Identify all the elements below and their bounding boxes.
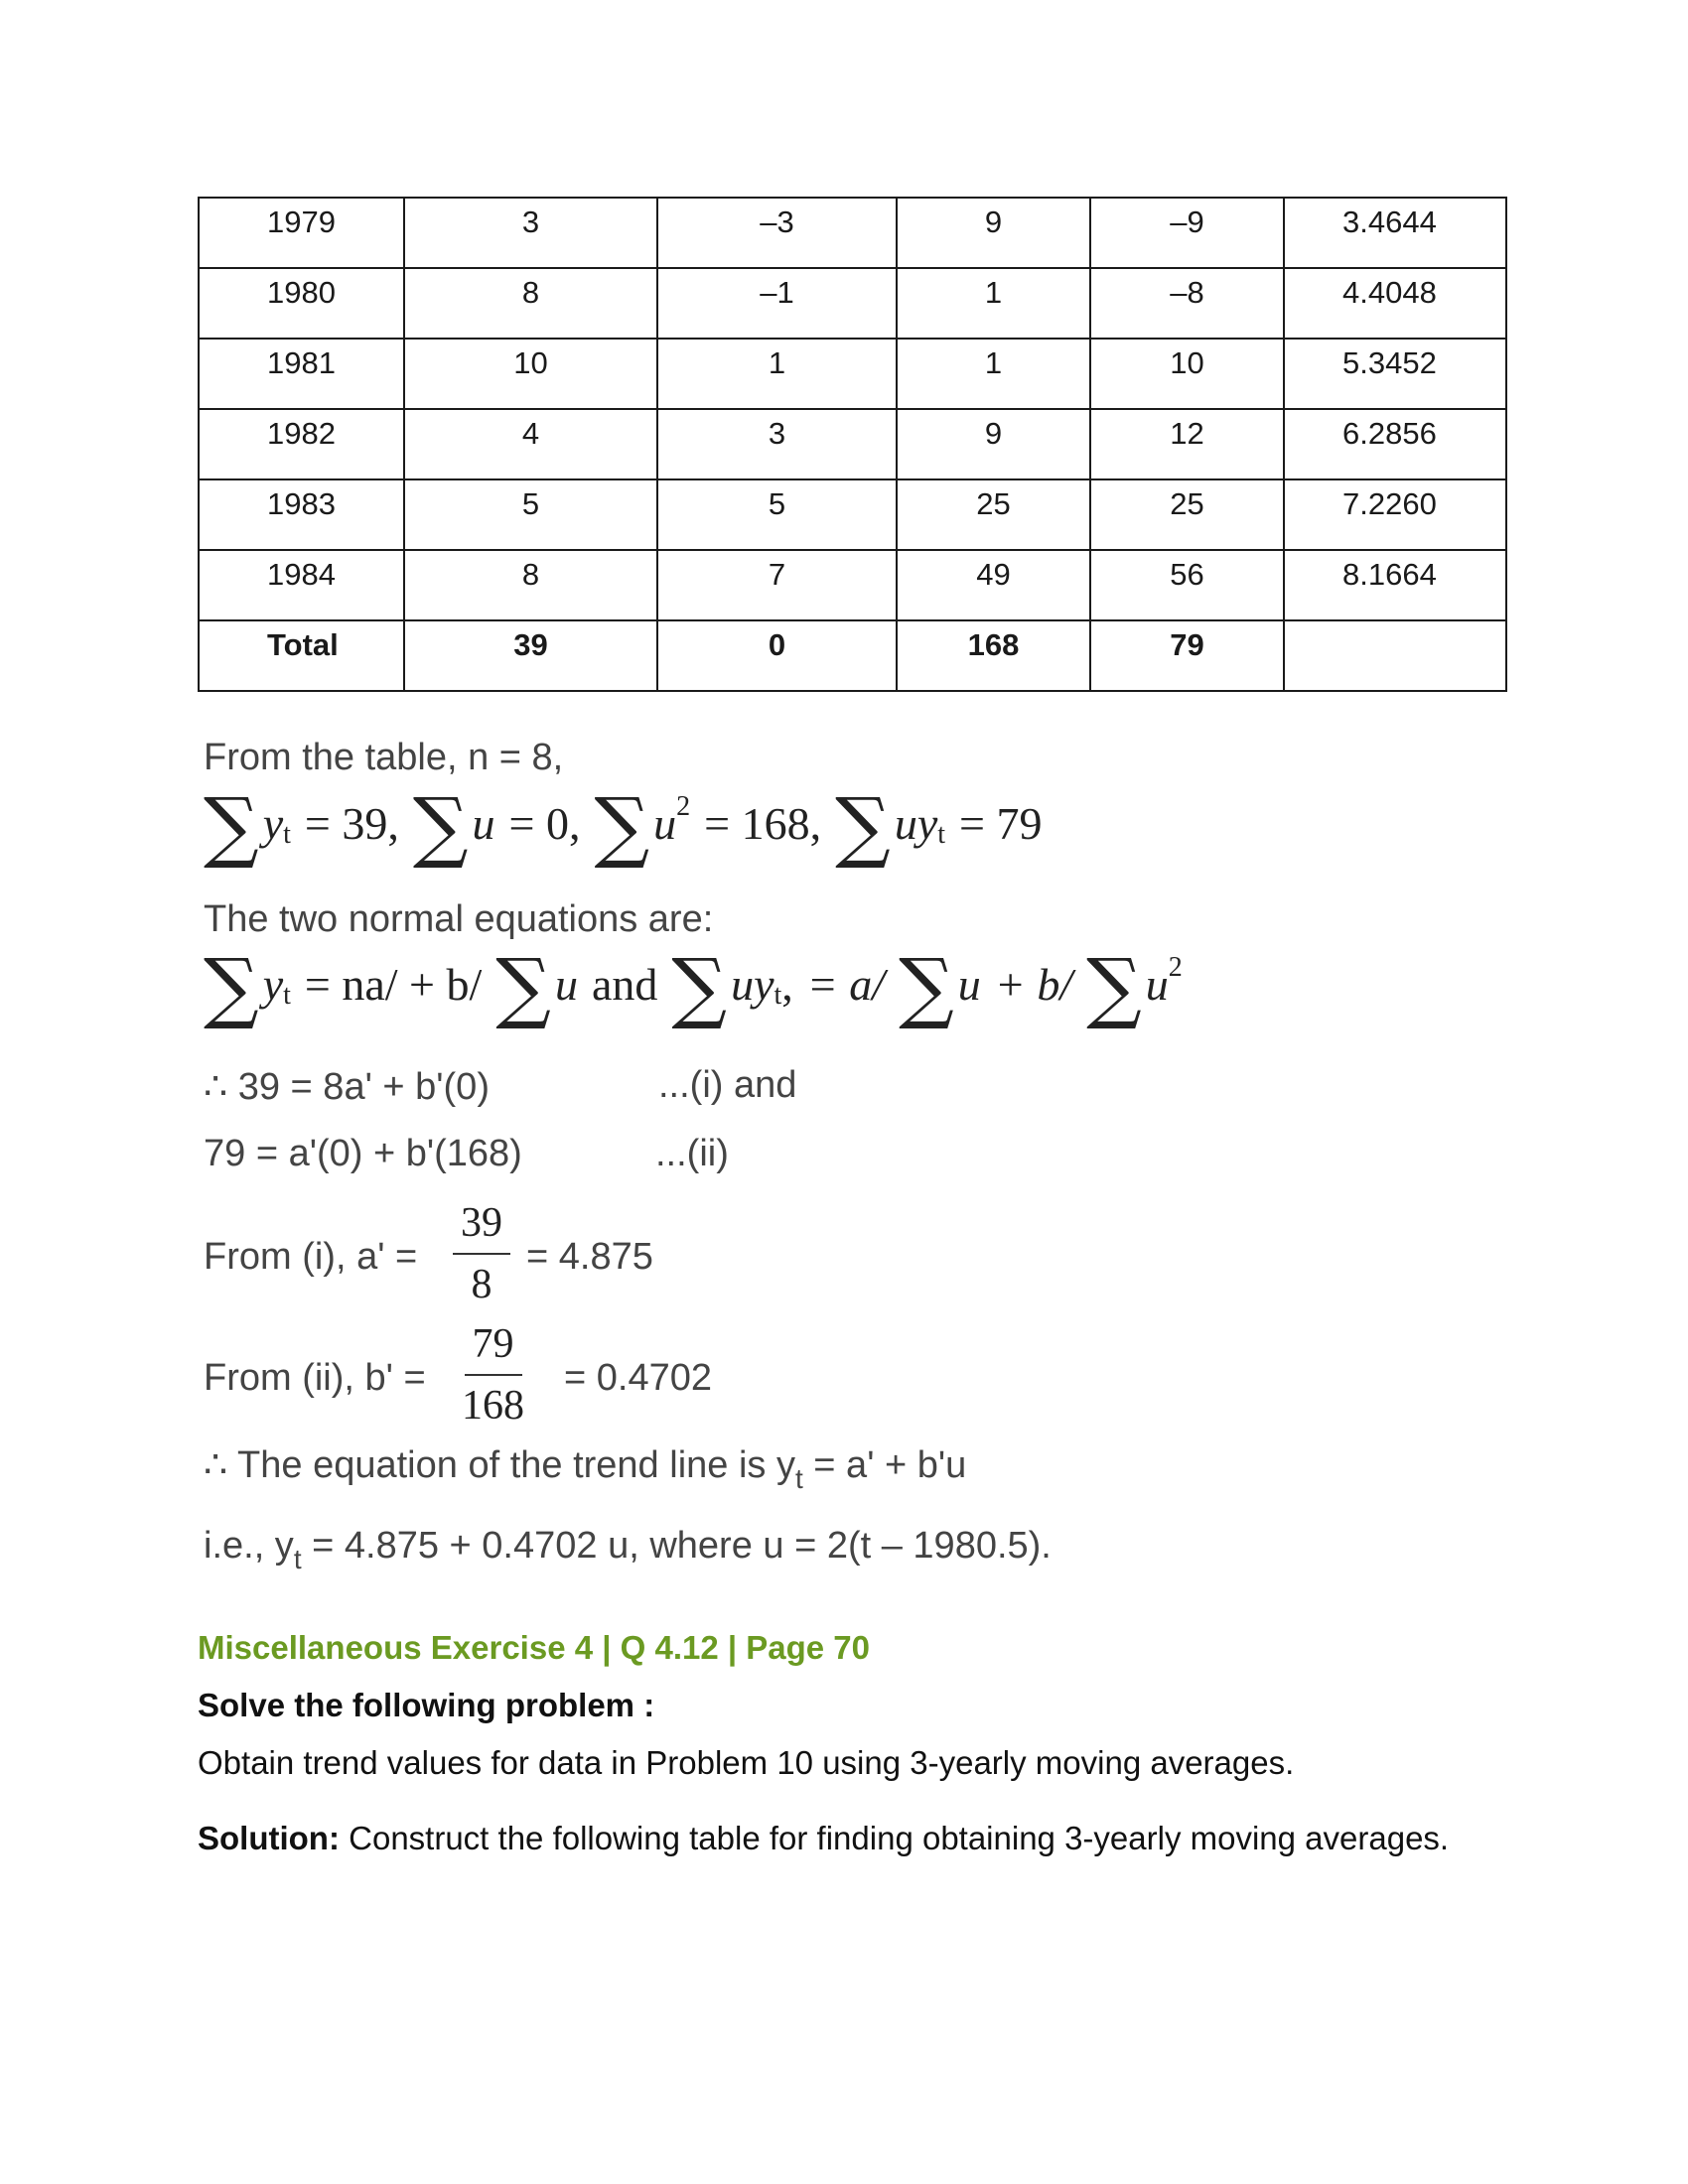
table-cell: 1979 xyxy=(199,198,404,268)
trend-line-statement: ∴ The equation of the trend line is $y_t = a' + b'u$ xyxy=(204,1444,967,1494)
table-cell: 10 xyxy=(1090,339,1284,409)
normal-equations-intro: The two normal equations are: xyxy=(204,898,714,940)
table-cell: 5 xyxy=(657,479,897,550)
table-cell: 3 xyxy=(404,198,657,268)
sigma-symbol: ∑ xyxy=(204,782,259,872)
a-prefix: From (i), a' = xyxy=(204,1236,418,1278)
table-cell: –9 xyxy=(1090,198,1284,268)
from-table-text: From the table, n = 8, xyxy=(204,737,564,778)
table-cell: 5 xyxy=(404,479,657,550)
table-cell: 8 xyxy=(404,550,657,620)
equation-1: ∴ 39 = 8a' + b'(0) xyxy=(204,1066,490,1108)
table-cell: 168 xyxy=(897,620,1090,691)
table-row xyxy=(199,409,1506,479)
table-cell: –3 xyxy=(657,198,897,268)
sigma-symbol: ∑ xyxy=(412,782,469,872)
table-row xyxy=(199,550,1506,620)
table-cell: 5.3452 xyxy=(1284,339,1506,409)
table-cell: 56 xyxy=(1090,550,1284,620)
exercise-question: Obtain trend values for data in Problem 10 using 3-yearly moving averages. xyxy=(198,1744,1295,1781)
sums-equation: ∑ y t = 39, ∑ u = 0, ∑ u 2 = 168, ∑ uy t = 79 xyxy=(204,782,1043,872)
table-cell: 79 xyxy=(1090,620,1284,691)
table-cell xyxy=(1284,620,1506,691)
equation-2: 79 = a'(0) + b'(168) xyxy=(204,1133,522,1174)
table-cell: 25 xyxy=(897,479,1090,550)
exercise-solution: Solution: Construct the following table for finding obtaining 3-yearly moving averages. xyxy=(198,1820,1450,1856)
table-row xyxy=(199,198,1506,268)
table-row xyxy=(199,268,1506,339)
sigma-symbol: ∑ xyxy=(835,782,891,872)
table-cell: 4.4048 xyxy=(1284,268,1506,339)
table-cell: 7.2260 xyxy=(1284,479,1506,550)
sigma-symbol: ∑ xyxy=(204,943,259,1032)
table-cell: 1 xyxy=(897,268,1090,339)
table-cell: 4 xyxy=(404,409,657,479)
table-cell: 1984 xyxy=(199,550,404,620)
table-cell: 12 xyxy=(1090,409,1284,479)
b-fraction: $\frac{79}{168}$ xyxy=(462,1321,524,1429)
table-cell: Total xyxy=(199,620,404,691)
exercise-instruction: Solve the following problem : xyxy=(198,1687,655,1723)
a-fraction: $\frac{39}{8}$ xyxy=(453,1199,510,1308)
table-cell: 8.1664 xyxy=(1284,550,1506,620)
table-cell: 1982 xyxy=(199,409,404,479)
table-cell: –8 xyxy=(1090,268,1284,339)
sigma-symbol: ∑ xyxy=(671,943,728,1032)
b-result: = 0.4702 xyxy=(564,1357,712,1399)
table-cell: –1 xyxy=(657,268,897,339)
table-cell: 39 xyxy=(404,620,657,691)
equation-2-label: ...(ii) xyxy=(655,1133,729,1174)
table-row xyxy=(199,339,1506,409)
sigma-symbol: ∑ xyxy=(495,943,551,1032)
table-total-row xyxy=(199,620,1506,691)
a-result: = 4.875 xyxy=(526,1236,653,1278)
sigma-symbol: ∑ xyxy=(899,943,954,1032)
table-cell: 10 xyxy=(404,339,657,409)
equation-1-label: ...(i) and xyxy=(658,1064,797,1106)
table-row xyxy=(199,479,1506,550)
table-cell: 25 xyxy=(1090,479,1284,550)
solution-label: Solution: xyxy=(198,1820,340,1856)
table-cell: 1980 xyxy=(199,268,404,339)
exercise-heading[interactable]: Miscellaneous Exercise 4 | Q 4.12 | Page 70 xyxy=(198,1629,871,1666)
table-cell: 3.4644 xyxy=(1284,198,1506,268)
table-cell: 1983 xyxy=(199,479,404,550)
table-cell: 3 xyxy=(657,409,897,479)
table-cell: 8 xyxy=(404,268,657,339)
table-cell: 1981 xyxy=(199,339,404,409)
data-table xyxy=(198,197,1507,692)
table-cell: 1 xyxy=(657,339,897,409)
sigma-symbol: ∑ xyxy=(594,782,650,872)
table-cell: 49 xyxy=(897,550,1090,620)
table-cell: 9 xyxy=(897,198,1090,268)
b-prefix: From (ii), b' = xyxy=(204,1357,426,1399)
trend-line-result: i.e., $y_t = 4.875 + 0.4702$ u, where u = 2(t – 1980.5). xyxy=(204,1525,1052,1574)
table-cell: 0 xyxy=(657,620,897,691)
normal-equations: ∑ y t = na/ + b/ ∑ u and ∑ uy t , = a/ ∑ u + b/ ∑ u 2 xyxy=(204,943,1183,1032)
table-cell: 7 xyxy=(657,550,897,620)
table-cell: 1 xyxy=(897,339,1090,409)
table-cell: 6.2856 xyxy=(1284,409,1506,479)
table-cell: 9 xyxy=(897,409,1090,479)
sigma-symbol: ∑ xyxy=(1086,943,1142,1032)
